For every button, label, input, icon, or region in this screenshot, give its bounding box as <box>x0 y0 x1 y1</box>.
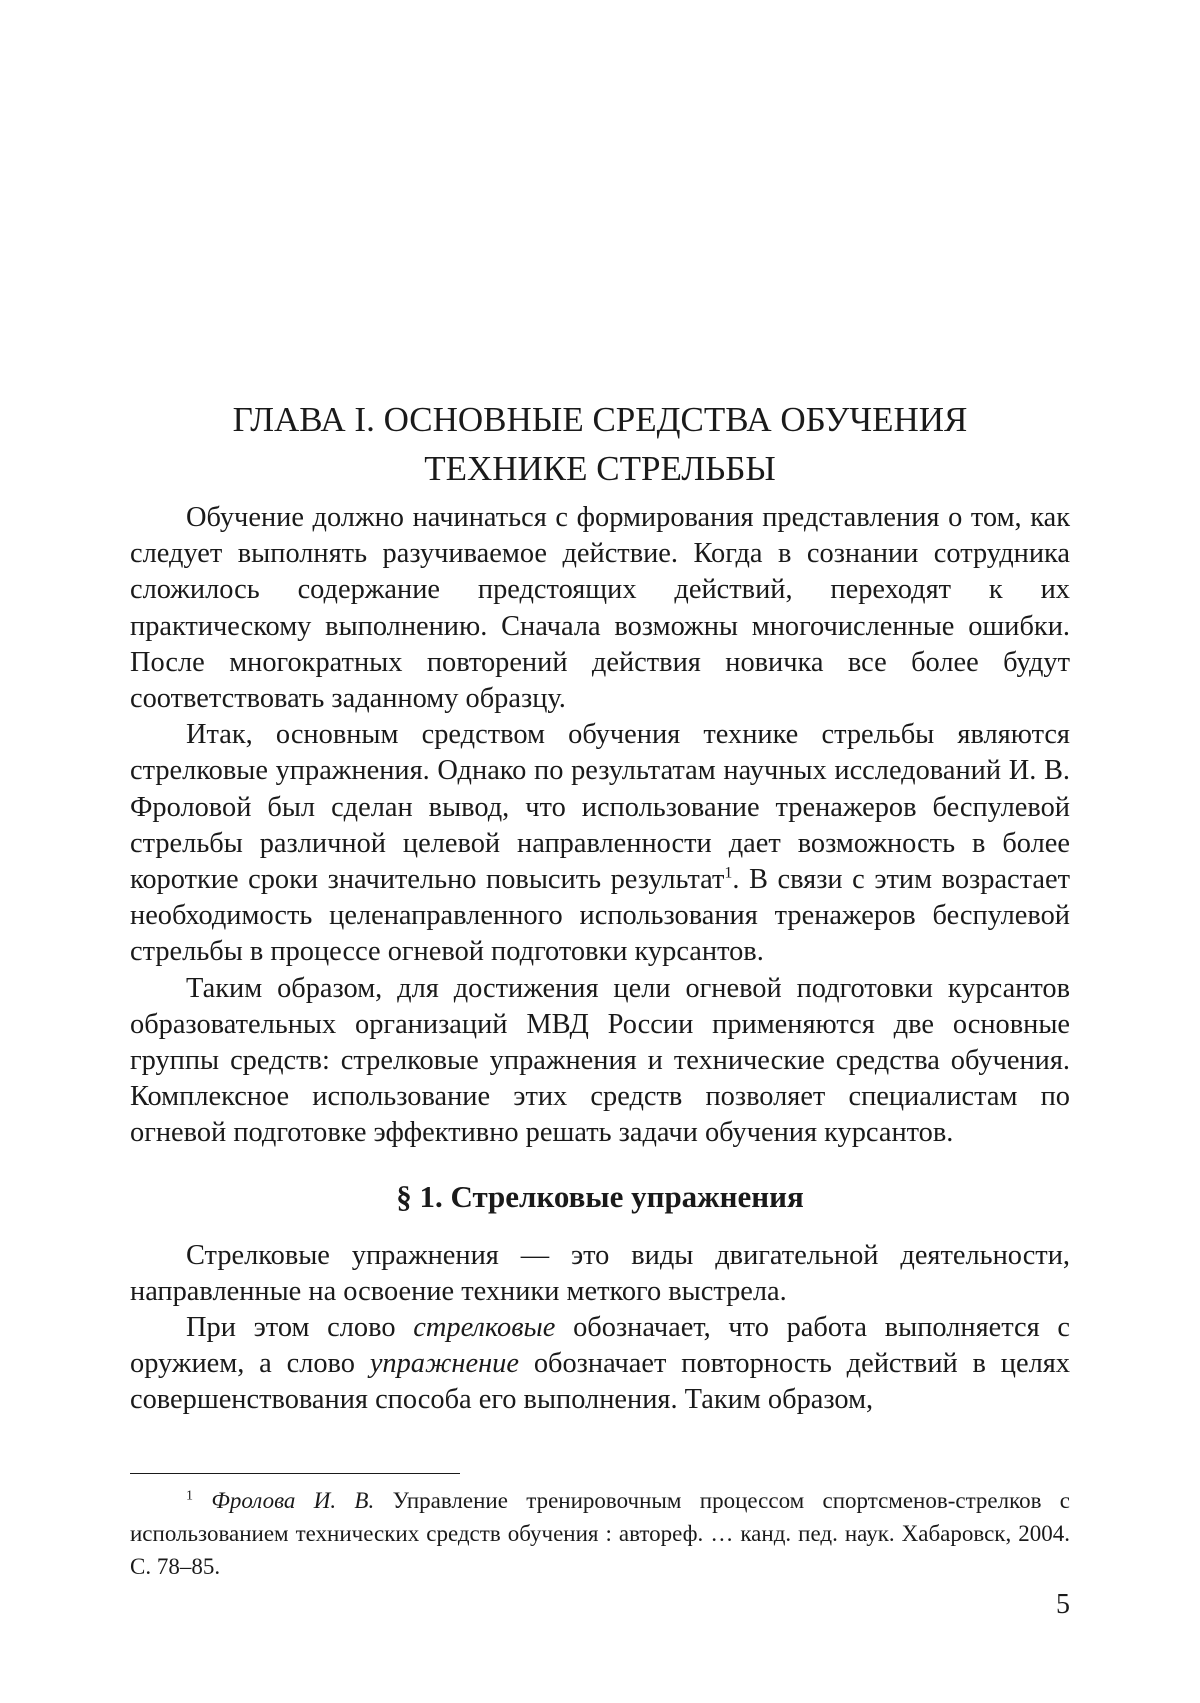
footnote-author: Фролова И. В. <box>211 1488 375 1513</box>
paragraph-2-text-b: . В связи с этим возрастает необходимость целенаправленного использования тренажеров беспулевой стрельбы в процессе огневой подготовки курсантов. <box>130 864 1071 968</box>
footnote-mark: 1 <box>186 1488 193 1504</box>
paragraph-2 <box>130 717 1070 970</box>
page-number: 5 <box>1056 1589 1070 1620</box>
section-paragraph-1: Стрелковые упражнения — это виды двигательной деятельности, направленные на освоение техники меткого выстрела. <box>130 1239 1070 1307</box>
section-paragraph-2-text-c: обозначает повторность действий в целях совершенствования способа его выполнения. Таким образом, <box>130 1348 1071 1416</box>
section-paragraph-2-text-a: При этом слово <box>186 1312 414 1344</box>
footnote-reference: 1 <box>724 864 733 882</box>
main-text <box>130 500 1070 1419</box>
paragraph-1: Обучение должно начинаться с формирования представления о том, как следует выполнять разучиваемое действие. Когда в сознании сотрудника сложилось содержание предстоящих действий, переходят к их практическому выполнению. Сначала возможны многочисленные ошибки. После многократных повторений действия новичка все более будут соответствовать заданному образцу. <box>130 502 1070 715</box>
footnote <box>130 1484 1070 1583</box>
italic-term-strelkovye: стрелковые <box>413 1312 556 1344</box>
section-paragraph-2 <box>130 1310 1070 1419</box>
footnote-separator <box>130 1473 460 1474</box>
chapter-title-line-2: ТЕХНИКЕ СТРЕЛЬБЫ <box>424 449 776 488</box>
chapter-title <box>130 395 1070 493</box>
section-heading: § 1. Стрелковые упражнения <box>396 1178 804 1214</box>
chapter-title-line-1: ГЛАВА I. ОСНОВНЫЕ СРЕДСТВА ОБУЧЕНИЯ <box>232 400 968 439</box>
section-paragraph-2-text-b: обозначает, что работа выполняется с оружием, а слово <box>130 1312 1070 1380</box>
paragraph-2-text-a: Итак, основным средством обучения технике стрельбы являются стрелковые упражнения. Однако по результатам научных исследований И. В. Фроловой был сделан вывод, что использование тренажеров беспулевой стрельбы различной целевой направленности дает возможность в более короткие сроки значительно повысить результат <box>130 719 1070 896</box>
footnote-text: Управление тренировочным процессом спортсменов-стрелков с использованием технических средств обучения : автореф. … канд. пед. наук. Хабаровск, 2004. С. 78–85. <box>130 1488 1071 1579</box>
italic-term-uprazhnenie: упражнение <box>369 1348 519 1380</box>
paragraph-3: Таким образом, для достижения цели огневой подготовки курсантов образовательных организаций МВД России применяются две основные группы средств: стрелковые упражнения и технические средства обучения. Комплексное использование этих средств позволяет специалистам по огневой подготовке эффективно решать задачи обучения курсантов. <box>130 972 1070 1149</box>
